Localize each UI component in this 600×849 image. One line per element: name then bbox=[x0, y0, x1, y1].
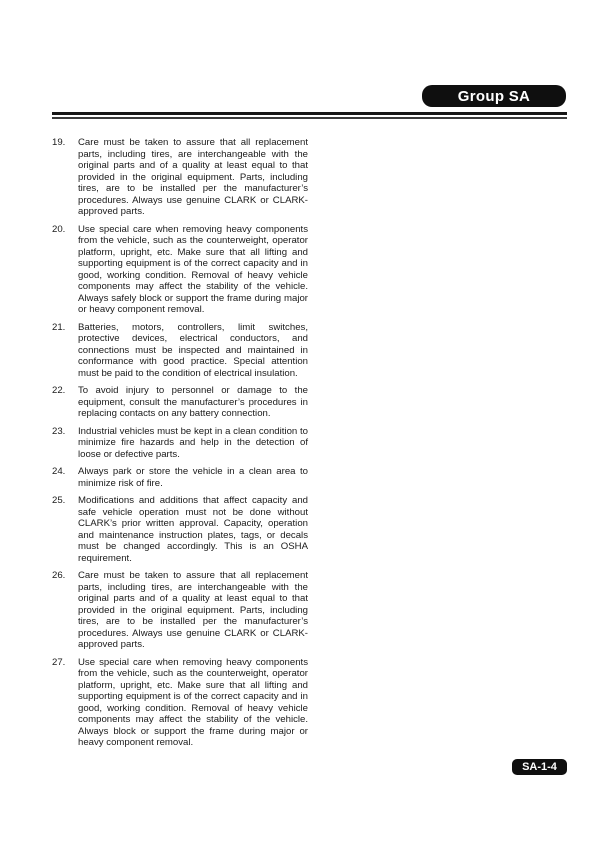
list-item-text: Batteries, motors, controllers, limit switches, protective devices, electrical conductors, and connections must be inspected and maintained in conformance with good practice. Special attention must be paid to the condition of electrical insulation. bbox=[78, 321, 308, 379]
list-item-text: Care must be taken to assure that all replacement parts, including tires, are interchangeable with the original parts and of a quality at least equal to that provided in the original equipment. Parts, including tires, are to be installed per the manufacturer’s procedures. Always use genuine CLARK or CLARK-approved parts. bbox=[78, 137, 308, 217]
list-item-text: Use special care when removing heavy components from the vehicle, such as the counterweight, operator platform, upright, etc. Make sure that all lifting and supporting equipment is of the correct capacity and in good, working condition. Removal of heavy vehicle components may affect the stability of the vehicle. Always safely block or support the frame during major or heavy component removal. bbox=[78, 223, 308, 315]
list-item-number: 20. bbox=[52, 223, 66, 235]
list-item-number: 26. bbox=[52, 570, 66, 581]
list-item bbox=[52, 657, 308, 749]
list-item bbox=[52, 426, 308, 461]
list-item-number: 27. bbox=[52, 656, 66, 668]
list-item bbox=[52, 385, 308, 420]
list-item-text: Modifications and additions that affect capacity and safe vehicle operation must not be done without CLARK’s prior written approval. Capacity, operation and maintenance instruction plates, tags, or decals must be changed accordingly. This is an OSHA requirement. bbox=[78, 495, 308, 564]
list-item bbox=[52, 570, 308, 651]
list-item-text: Care must be taken to assure that all replacement parts, including tires, are interchangeable with the original parts and of a quality at least equal to that provided in the original equipment. Parts, including tires, are to be installed per the manufacturer’s procedures. Always use genuine CLARK or CLARK-approved parts. bbox=[78, 570, 308, 650]
group-header-badge: Group SA bbox=[422, 85, 566, 107]
list-item-number: 24. bbox=[52, 466, 66, 477]
list-item-text: Industrial vehicles must be kept in a clean condition to minimize fire hazards and help in the detection of loose or defective parts. bbox=[78, 425, 308, 460]
list-item bbox=[52, 495, 308, 564]
list-item bbox=[52, 137, 308, 218]
list-item-number: 25. bbox=[52, 495, 66, 506]
safety-instructions-list bbox=[52, 137, 308, 755]
list-item-text: To avoid injury to personnel or damage to the equipment, consult the manufacturer’s procedures in replacing contacts on any battery connection. bbox=[78, 385, 308, 419]
list-item-number: 19. bbox=[52, 137, 66, 148]
list-item-number: 22. bbox=[52, 385, 66, 396]
page-number-badge: SA-1-4 bbox=[512, 759, 567, 775]
list-item-text: Use special care when removing heavy components from the vehicle, such as the counterweight, operator platform, upright, etc. Make sure that all lifting and supporting equipment is of the correct capacity and in good, working condition. Removal of heavy vehicle components may affect the stability of the vehicle. Always block or support the frame during major or heavy component removal. bbox=[78, 656, 308, 748]
list-item bbox=[52, 322, 308, 380]
list-item bbox=[52, 466, 308, 489]
list-item bbox=[52, 224, 308, 316]
list-item-number: 21. bbox=[52, 321, 66, 333]
header-rule bbox=[52, 112, 567, 119]
list-item-number: 23. bbox=[52, 425, 66, 437]
list-item-text: Always park or store the vehicle in a clean area to minimize risk of fire. bbox=[78, 466, 308, 489]
